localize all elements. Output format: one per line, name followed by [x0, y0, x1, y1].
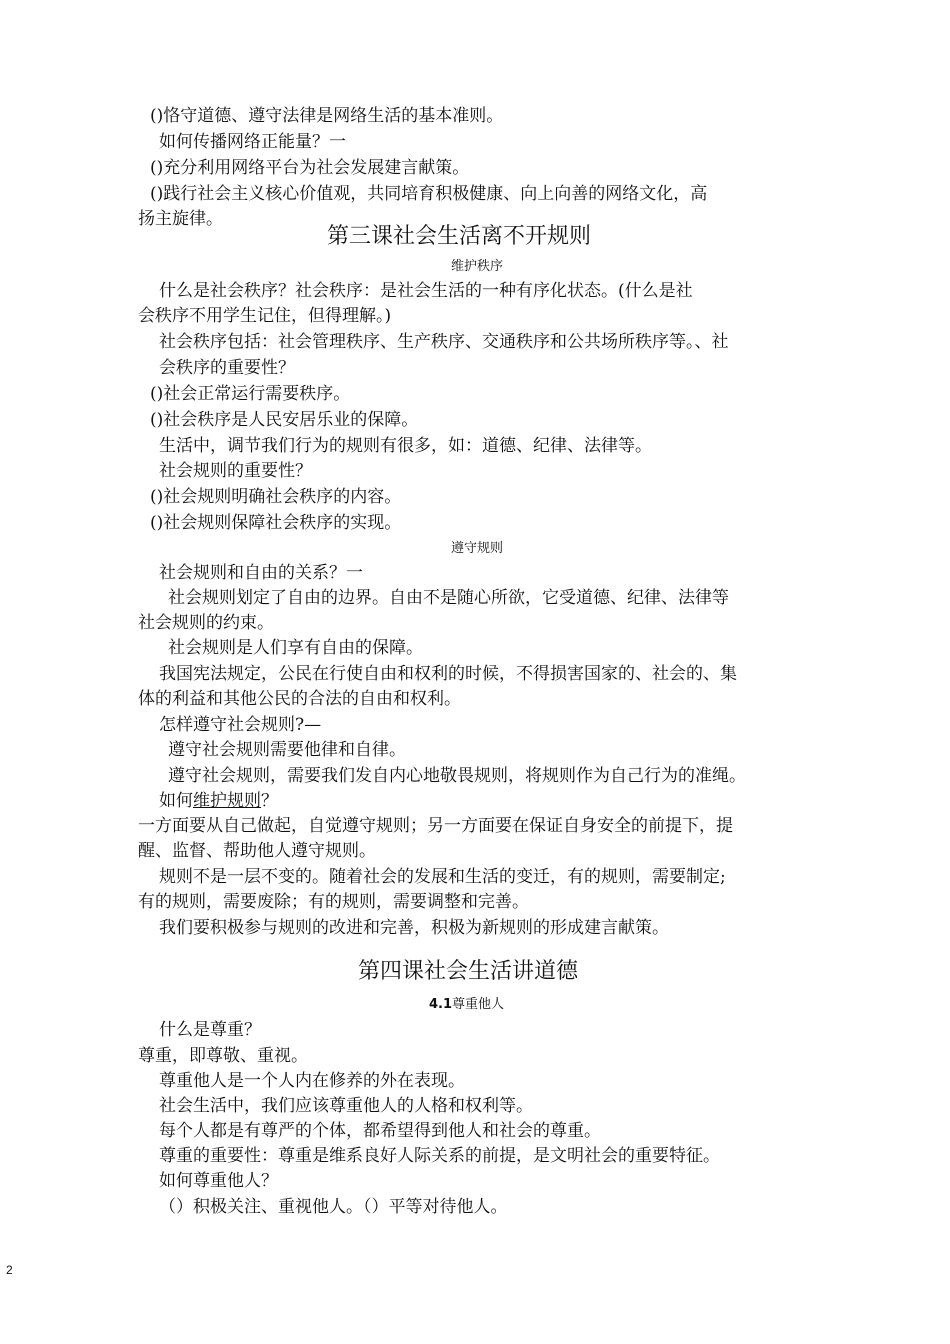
lesson-3-heading: 第三课社会生活离不开规则 — [327, 224, 592, 249]
lesson-4-heading: 第四课社会生活讲道德 — [358, 959, 579, 984]
text-line: 如何传播网络正能量？一 — [159, 132, 346, 152]
text-line: 扬主旋律。 — [138, 209, 223, 229]
text-line: 会秩序不用学生记住，但得理解。) — [138, 306, 392, 326]
text-line: 生活中，调节我们行为的规则有很多，如：道德、纪律、法律等。 — [159, 436, 652, 456]
text-line: 遵守社会规则，需要我们发自内心地敬畏规则，将规则作为自己行为的准绳。 — [168, 766, 746, 786]
text-line: 社会规则划定了自由的边界。自由不是随心所欲，它受道德、纪律、法律等 — [168, 588, 729, 608]
text-line: 尊重，即尊敬、重视。 — [138, 1046, 308, 1066]
text-line: ()充分利用网络平台为社会发展建言献策。 — [150, 158, 470, 178]
text-line: 尊重他人是一个人内在修养的外在表现。 — [159, 1071, 465, 1091]
section-number: 4.1 — [429, 997, 453, 1012]
text-line: ()恪守道德、遵守法律是网络生活的基本准则。 — [150, 106, 504, 126]
text-fragment: ？ — [261, 791, 278, 811]
text-line: 怎样遵守社会规则?— — [159, 715, 322, 735]
section-heading-maintain-order: 维护秩序 — [451, 259, 504, 274]
section-heading-respect-others — [429, 996, 504, 1014]
text-line-how-maintain-rules — [159, 790, 278, 812]
text-line: 社会生活中，我们应该尊重他人的人格和权利等。 — [159, 1096, 533, 1116]
text-line: 我们要积极参与规则的改进和完善，积极为新规则的形成建言献策。 — [159, 918, 669, 938]
text-line: 社会秩序包括：社会管理秩序、生产秩序、交通秩序和公共场所秩序等。、社 — [159, 332, 729, 352]
text-line: 会秩序的重要性？ — [159, 358, 295, 378]
text-line: 如何尊重他人？ — [159, 1171, 278, 1191]
text-line: 什么是尊重？ — [159, 1020, 261, 1040]
text-line: 尊重的重要性：尊重是维系良好人际关系的前提，是文明社会的重要特征。 — [159, 1146, 720, 1166]
text-line: 一方面要从自己做起，自觉遵守规则；另一方面要在保证自身安全的前提下，提 — [138, 816, 733, 836]
text-line: 社会规则和自由的关系？一 — [159, 563, 363, 583]
text-line: （）积极关注、重视他人。（）平等对待他人。 — [159, 1197, 508, 1217]
text-line: 社会规则是人们享有自由的保障。 — [168, 638, 423, 658]
page-number: 2 — [6, 1263, 13, 1277]
text-line: ()践行社会主义核心价值观，共同培育积极健康、向上向善的网络文化，高 — [150, 184, 708, 204]
text-line: 社会规则的约束。 — [138, 613, 274, 633]
text-line: 什么是社会秩序？社会秩序：是社会生活的一种有序化状态。(什么是社 — [159, 281, 693, 301]
section-heading-obey-rules: 遵守规则 — [451, 541, 504, 556]
text-line: ()社会正常运行需要秩序。 — [150, 384, 351, 404]
text-fragment: 如何 — [159, 791, 193, 811]
text-line: 社会规则的重要性？ — [159, 461, 312, 481]
text-line: 有的规则，需要废除；有的规则，需要调整和完善。 — [138, 892, 529, 912]
text-line: 规则不是一层不变的。随着社会的发展和生活的变迁，有的规则，需要制定; — [159, 867, 726, 887]
text-line: ()社会秩序是人民安居乐业的保障。 — [150, 410, 419, 430]
text-line: ()社会规则明确社会秩序的内容。 — [150, 487, 402, 507]
text-line: 醒、监督、帮助他人遵守规则。 — [138, 841, 376, 861]
text-line: 每个人都是有尊严的个体，都希望得到他人和社会的尊重。 — [159, 1121, 601, 1141]
text-line: 体的利益和其他公民的合法的自由和权利。 — [138, 689, 461, 709]
text-line: ()社会规则保障社会秩序的实现。 — [150, 513, 402, 533]
section-title: 尊重他人 — [452, 997, 505, 1012]
text-line: 遵守社会规则需要他律和自律。 — [168, 740, 406, 760]
text-line: 我国宪法规定，公民在行使自由和权利的时候，不得损害国家的、社会的、集 — [159, 664, 737, 684]
underlined-term: 维护规则 — [193, 791, 261, 811]
